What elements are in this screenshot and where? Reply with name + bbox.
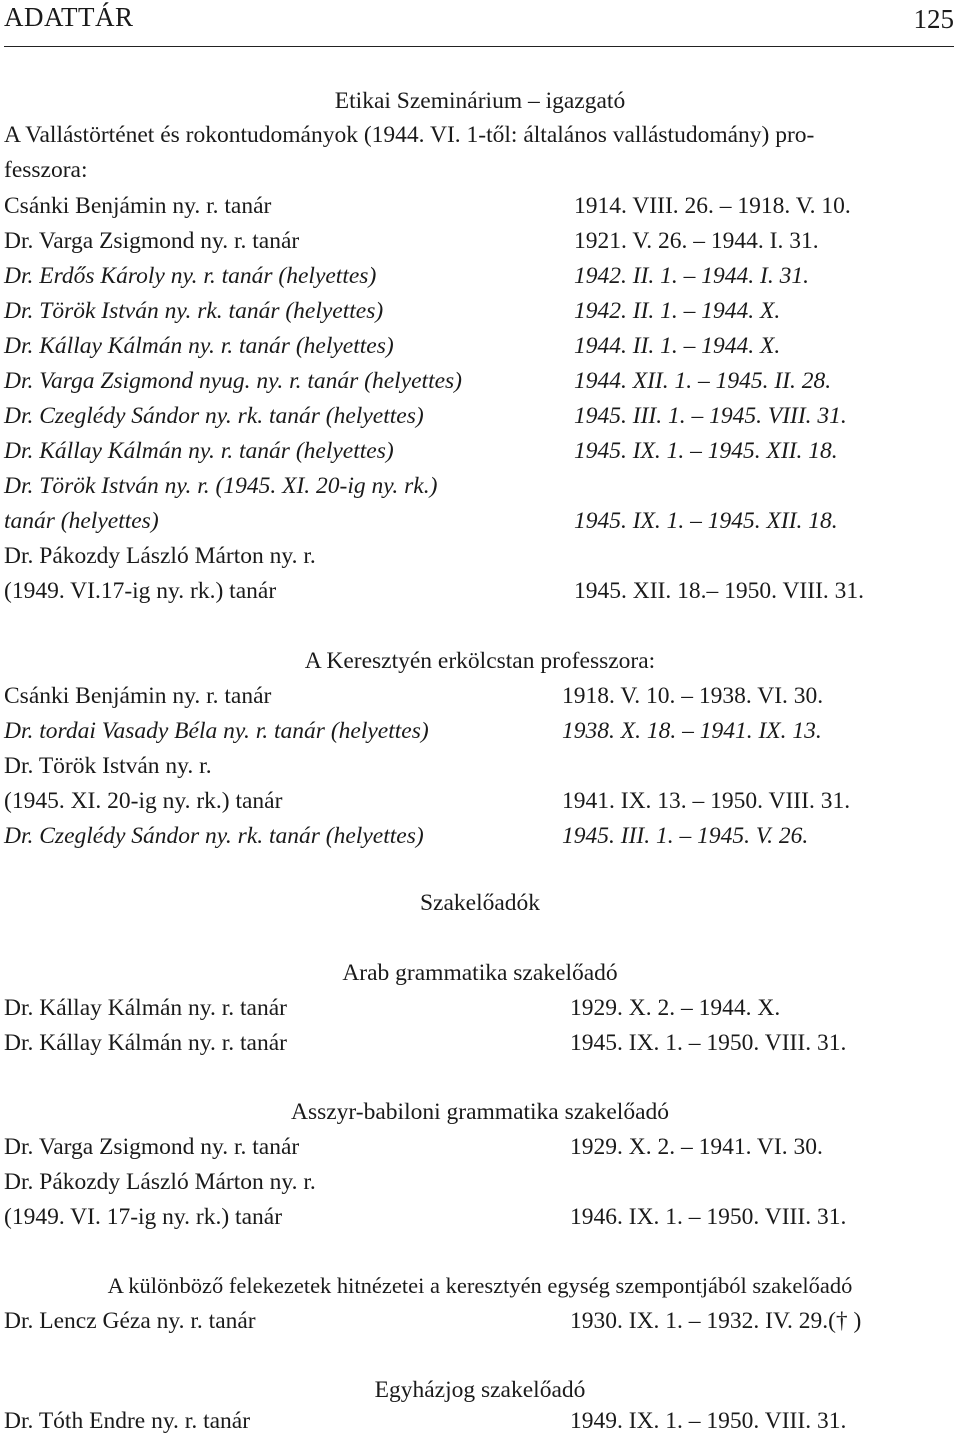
intro-text: A Vallástörténet és rokontudományok (1944. VI. 1-től: általános vallástudomány) pro-: [4, 122, 815, 148]
entry-name: Dr. Varga Zsigmond ny. r. tanár: [4, 1134, 300, 1160]
running-head: ADATTÁR: [4, 2, 134, 32]
entry-name: Dr. Török István ny. rk. tanár (helyettes): [4, 298, 384, 324]
entry-name: Csánki Benjámin ny. r. tanár: [4, 193, 272, 219]
entry-date: 1945. III. 1. – 1945. VIII. 31.: [574, 403, 847, 429]
page-header: [4, 0, 954, 47]
intro-text: fesszora:: [4, 157, 88, 183]
entry-name: Dr. Varga Zsigmond ny. r. tanár: [4, 228, 300, 254]
entry-name: Dr. Pákozdy László Márton ny. r.: [4, 543, 316, 569]
entry-date: 1929. X. 2. – 1941. VI. 30.: [570, 1134, 823, 1160]
section-heading: Egyházjog szakelőadó: [374, 1377, 586, 1403]
entry-name: (1949. VI. 17-ig ny. rk.) tanár: [4, 1204, 283, 1230]
entry-name: Dr. Török István ny. r. (1945. XI. 20-ig ny. rk.): [4, 473, 438, 499]
entry-date: 1921. V. 26. – 1944. I. 31.: [574, 228, 819, 254]
entry-date: 1929. X. 2. – 1944. X.: [570, 995, 781, 1021]
entry-date: 1945. IX. 1. – 1945. XII. 18.: [574, 438, 838, 464]
entry-date: 1942. II. 1. – 1944. I. 31.: [574, 263, 809, 289]
section-heading: A különböző felekezetek hitnézetei a keresztyén egység szempontjából szakelőadó: [107, 1273, 853, 1298]
entry-date: 1945. IX. 1. – 1945. XII. 18.: [574, 508, 838, 534]
entry-name: tanár (helyettes): [4, 508, 159, 534]
entry-name: Dr. Varga Zsigmond nyug. ny. r. tanár (helyettes): [4, 368, 463, 394]
entry-name: (1949. VI.17-ig ny. rk.) tanár: [4, 578, 277, 604]
entry-date: 1918. V. 10. – 1938. VI. 30.: [562, 683, 824, 709]
entry-date: 1945. XII. 18.– 1950. VIII. 31.: [574, 578, 865, 604]
entry-name: Dr. Kállay Kálmán ny. r. tanár (helyettes): [4, 333, 394, 359]
entry-name: (1945. XI. 20-ig ny. rk.) tanár: [4, 788, 283, 814]
section-heading: A Keresztyén erkölcstan professzora:: [304, 648, 656, 674]
section-heading: Asszyr-babiloni grammatika szakelőadó: [290, 1099, 670, 1125]
entry-name: Dr. Török István ny. r.: [4, 753, 212, 779]
entry-date: 1944. XII. 1. – 1945. II. 28.: [574, 368, 832, 394]
entry-name: Dr. Erdős Károly ny. r. tanár (helyettes): [4, 263, 377, 289]
section-heading: Szakelőadók: [419, 890, 541, 916]
entry-date: 1944. II. 1. – 1944. X.: [574, 333, 781, 359]
entry-date: 1945. IX. 1. – 1950. VIII. 31.: [570, 1030, 847, 1056]
entry-date: 1942. II. 1. – 1944. X.: [574, 298, 781, 324]
entry-name: Dr. Kállay Kálmán ny. r. tanár: [4, 995, 287, 1021]
entry-name: Dr. Tóth Endre ny. r. tanár: [4, 1408, 251, 1434]
entry-date: 1938. X. 18. – 1941. IX. 13.: [562, 718, 822, 744]
entry-name: Dr. Kállay Kálmán ny. r. tanár (helyettes): [4, 438, 394, 464]
entry-date: 1946. IX. 1. – 1950. VIII. 31.: [570, 1204, 847, 1230]
entry-date: 1914. VIII. 26. – 1918. V. 10.: [574, 193, 851, 219]
entry-name: Dr. Czeglédy Sándor ny. rk. tanár (helyettes): [4, 403, 424, 429]
page-number: 125: [913, 4, 954, 34]
section-heading: Arab grammatika szakelőadó: [342, 960, 618, 986]
entry-name: Dr. Lencz Géza ny. r. tanár: [4, 1308, 256, 1334]
entry-date: 1949. IX. 1. – 1950. VIII. 31.: [570, 1408, 847, 1434]
entry-date: 1941. IX. 13. – 1950. VIII. 31.: [562, 788, 851, 814]
entry-name: Dr. Pákozdy László Márton ny. r.: [4, 1169, 316, 1195]
entry-name: Dr. Czeglédy Sándor ny. rk. tanár (helyettes): [4, 823, 424, 849]
entry-date: 1930. IX. 1. – 1932. IV. 29.(† ): [570, 1308, 862, 1334]
section-heading: Etikai Szeminárium – igazgató: [334, 88, 626, 114]
entry-name: Csánki Benjámin ny. r. tanár: [4, 683, 272, 709]
entry-name: Dr. Kállay Kálmán ny. r. tanár: [4, 1030, 287, 1056]
entry-date: 1945. III. 1. – 1945. V. 26.: [562, 823, 809, 849]
entry-name: Dr. tordai Vasady Béla ny. r. tanár (helyettes): [4, 718, 429, 744]
